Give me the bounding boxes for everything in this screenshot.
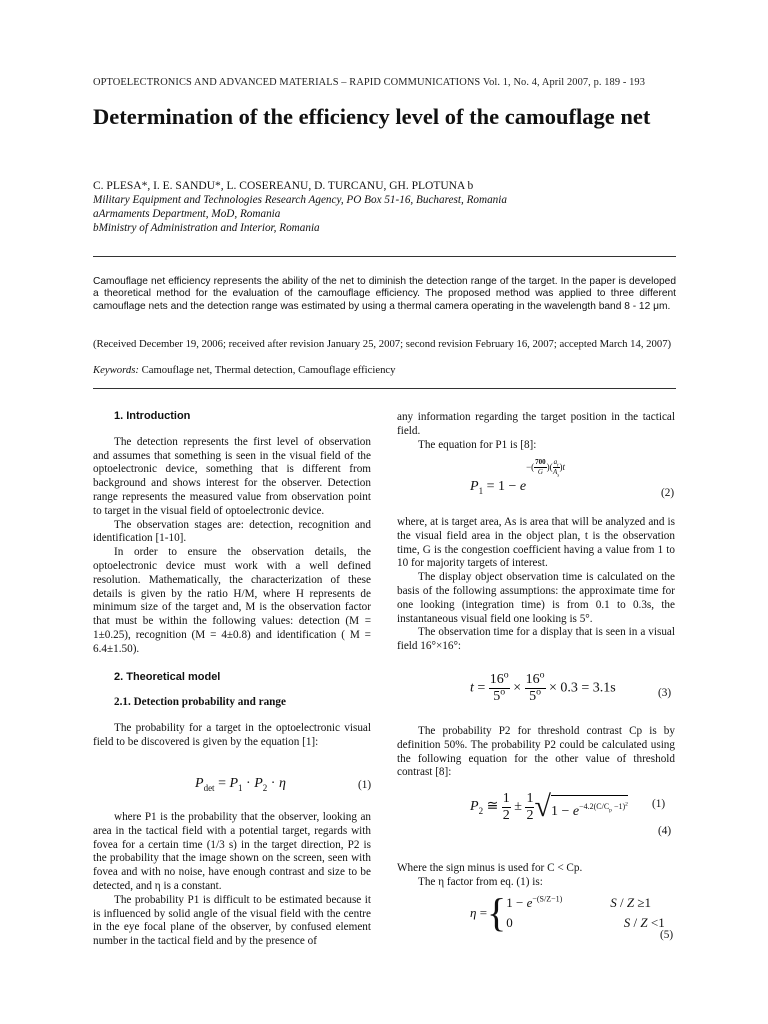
paragraph-sign-minus: Where the sign minus is used for C < Cp.: [397, 862, 583, 874]
authors: C. PLESA*, I. E. SANDU*, L. COSEREANU, D. TURCANU, GH. PLOTUNA b: [93, 180, 474, 192]
paragraph-continued: any information regarding the target position in the tactical field.: [397, 411, 675, 437]
intro-paragraph-3: In order to ensure the observation details, the optoelectronic device must work with a well defined resolution. Mathematically, the characterization of these details is given by the ratio H/M, where H represents de minimum size of the target and, M is the observation factor that must be within the following values: detection (M = 1±0.25), recognition (M = 4±0.8) and identification ( M = 6.4±1.50).: [93, 546, 371, 655]
section-theoretical-heading: 2. Theoretical model: [114, 670, 221, 683]
intro-paragraph-2: The observation stages are: detection, recognition and identification [1-10].: [93, 518, 371, 545]
paragraph-eta-factor: The η factor from eq. (1) is:: [418, 875, 543, 888]
equation-1-number: (1): [358, 779, 372, 791]
abstract: Camouflage net efficiency represents the ability of the net to diminish the detection range of the target. In the paper is developed a theoretical method for the evaluation of the camouflage efficiency. The proposed method was applied to three different camouflage nets and the detection range was estimated by using a thermal camera operating in the wavelength band 8 - 12 μm.: [93, 276, 676, 312]
affiliation-2: aArmaments Department, MoD, Romania: [93, 208, 281, 220]
equation-4-number: (4): [658, 825, 672, 837]
received-dates: (Received December 19, 2006; received after revision January 25, 2007; second revision February 16, 2007; accepted March 14, 2007): [93, 338, 672, 350]
journal-header: OPTOELECTRONICS AND ADVANCED MATERIALS – RAPID COMMUNICATIONS Vol. 1, No. 4, April 2007, p. 189 - 193: [93, 77, 645, 88]
equation-4-alt-number: (1): [652, 798, 666, 810]
equation-5: η ={ $1 - e^{-(S/Z-1)}$ S / Z ≥1 0 S / Z <1: [470, 890, 665, 935]
right-column: [397, 411, 675, 452]
right-column-3: [397, 725, 675, 780]
keywords-text: Camouflage net, Thermal detection, Camouflage efficiency: [141, 364, 396, 376]
equation-1: $P_{det} = P_1 \cdot P_2 \cdot \eta$: [195, 776, 286, 793]
paragraph-p1-definition: where P1 is the probability that the observer, looking an area in the tactical field with a potential target, regards with fovea for a certain time (1/3 s) in the target direction, P2 is the probability that the image shown on the screen, seen with fovea and with no noise, have enough contrast and size to be detected, and η is a constant.: [93, 811, 371, 892]
paper-title: Determination of the efficiency level of the camouflage net: [93, 104, 651, 129]
equation-2-number: (2): [661, 487, 675, 499]
right-column-2: [397, 516, 675, 654]
paragraph-observation-time: The display object observation time is calculated on the basis of the following assumptions: the approximate time for one looking (integration time) is from 0.1 to 0.3s, the instantaneous visual field one looking is 5°.: [397, 571, 675, 625]
keywords-label: Keywords:: [93, 364, 139, 376]
affiliation-1: Military Equipment and Technologies Research Agency, PO Box 51-16, Bucharest, Romania: [93, 194, 507, 206]
right-column-4: [397, 862, 675, 890]
paragraph-p1-equation-intro: The equation for P1 is [8]:: [418, 438, 537, 451]
equation-3-number: (3): [658, 687, 672, 699]
left-column: [93, 410, 371, 750]
left-column-continued: [93, 811, 371, 949]
section-introduction-heading: 1. Introduction: [114, 410, 191, 422]
paragraph-visual-field: The observation time for a display that is seen in a visual field 16°×16°:: [397, 626, 675, 653]
paragraph-where-at: where, at is target area, As is area that will be analyzed and is the visual field area in the object plan, t is the observation time, G is the congestion coefficient having a value from 1 to 10 for majority targets of interest.: [397, 516, 675, 570]
keywords: [93, 364, 396, 376]
intro-paragraph-1: The detection represents the first level of observation and assumes that something is seen in the visual field of the optoelectronic device, something that is different from background and shows interest for the observer. Detection range represents the measured value from observation point to target in the visual field of optoelectronic device.: [93, 435, 371, 517]
equation-2: $P_1 = 1 - e^{-( \frac{700}{G} )( \frac{a_t}{A_s} )t}$: [470, 458, 566, 496]
paragraph-probability: The probability for a target in the optoelectronic visual field to be discovered is given by the equation [1]:: [93, 722, 371, 748]
affiliation-3: bMinistry of Administration and Interior, Romania: [93, 222, 320, 234]
paragraph-p1-difficulty: The probability P1 is difficult to be estimated because it is influenced by solid angle of the visual field with the centre in the eye focal plane of the observer, by confused element number in the tactical field and by the presence of: [93, 893, 371, 948]
equation-4: $P_2$ ≅ $\frac{1}{2}$ ± $\frac{1}{2}$ $√1 - e^{-4.2(C/C_p -1)^2}$: [470, 790, 628, 823]
divider-top: [93, 256, 676, 257]
paragraph-p2-threshold: The probability P2 for threshold contrast Cp is by definition 50%. The probability P2 could be calculated using the following equation for the other value of threshold contrast [8]:: [397, 725, 675, 779]
subsection-detection-heading: 2.1. Detection probability and range: [114, 696, 286, 709]
divider-bottom: [93, 388, 676, 389]
equation-5-number: (5): [660, 929, 674, 941]
equation-3: t = $\frac{16^o}{5^o}$ × $\frac{16^o}{5^o}$ × 0.3 = 3.1s: [470, 669, 616, 704]
